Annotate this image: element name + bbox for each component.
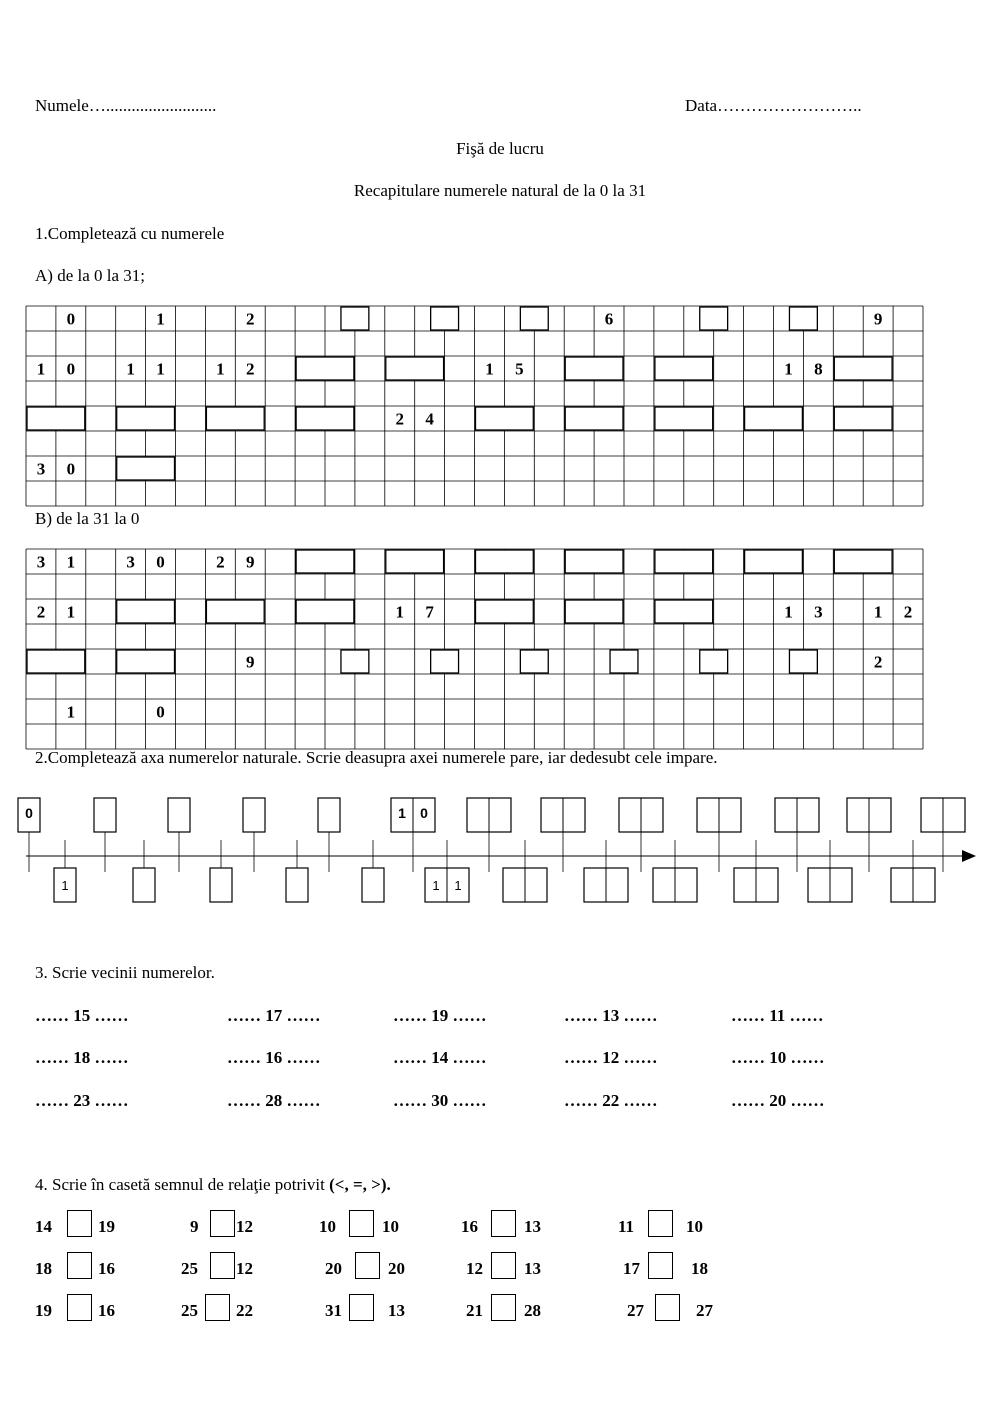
odd-number-digit: 1 (454, 878, 462, 893)
relation-sign-box[interactable] (648, 1252, 673, 1279)
odd-number-digit: 1 (432, 878, 440, 893)
grid-a-digit: 4 (425, 409, 434, 429)
grid-b-answer-box[interactable] (27, 650, 85, 673)
grid-a (0, 305, 1000, 507)
even-number-digit: 0 (25, 805, 33, 821)
grid-a-digit: 9 (873, 309, 883, 329)
relation-sign-box[interactable] (67, 1210, 92, 1237)
neighbor-item[interactable]: …… 11 …… (731, 1006, 824, 1025)
grid-a-digit: 1 (216, 359, 225, 379)
exercise-4-title-signs: (<, =, >). (329, 1175, 391, 1194)
grid-b-digit: 1 (66, 702, 76, 722)
compare-left-number: 25 (181, 1301, 198, 1320)
grid-b-digit: 7 (425, 602, 434, 622)
grid-a-answer-box[interactable] (476, 407, 534, 430)
neighbor-item[interactable]: …… 14 …… (393, 1048, 487, 1067)
compare-right-number: 20 (388, 1259, 405, 1278)
odd-number-digit: 1 (61, 878, 69, 893)
grid-b-digit: 2 (36, 602, 46, 622)
grid-b-answer-box[interactable] (206, 600, 264, 623)
grid-a-digit: 0 (66, 459, 76, 479)
compare-left-number: 27 (627, 1301, 644, 1320)
exercise-1-title: 1.Completează cu numerele (35, 224, 225, 243)
grid-b-digit: 0 (156, 702, 165, 722)
grid-b-digit: 0 (156, 552, 165, 572)
compare-right-number: 13 (524, 1217, 541, 1236)
grid-b-answer-box[interactable] (341, 650, 369, 673)
neighbor-item[interactable]: …… 30 …… (393, 1091, 487, 1110)
grid-a-answer-box[interactable] (206, 407, 264, 430)
neighbor-item[interactable]: …… 18 …… (35, 1048, 129, 1067)
grid-b-answer-box[interactable] (565, 550, 623, 573)
grid-b-answer-box[interactable] (700, 650, 728, 673)
grid-b-digit: 1 (784, 602, 793, 622)
compare-right-number: 13 (524, 1259, 541, 1278)
grid-b-digit: 1 (395, 602, 404, 622)
grid-a-digit: 0 (66, 309, 76, 329)
neighbor-item[interactable]: …… 19 …… (393, 1006, 487, 1025)
compare-right-number: 16 (98, 1301, 115, 1320)
compare-right-number: 12 (236, 1259, 253, 1278)
grid-b-answer-box[interactable] (476, 600, 534, 623)
grid-a-digit: 2 (395, 409, 404, 429)
grid-b-answer-box[interactable] (386, 550, 444, 573)
grid-a-digit: 2 (246, 309, 255, 329)
compare-right-number: 22 (236, 1301, 253, 1320)
compare-right-number: 18 (691, 1259, 708, 1278)
compare-left-number: 9 (190, 1217, 199, 1236)
grid-b-answer-box[interactable] (610, 650, 638, 673)
neighbor-item[interactable]: …… 13 …… (564, 1006, 658, 1025)
grid-a-digit: 2 (246, 359, 255, 379)
grid-a-answer-box[interactable] (700, 307, 728, 330)
grid-b-answer-box[interactable] (834, 550, 892, 573)
grid-b-digit: 1 (66, 602, 76, 622)
relation-sign-box[interactable] (210, 1210, 235, 1237)
relation-sign-box[interactable] (491, 1210, 516, 1237)
grid-a-digit: 6 (604, 309, 614, 329)
number-line (0, 790, 1000, 910)
grid-b (0, 548, 1000, 750)
grid-a-digit: 1 (485, 359, 494, 379)
exercise-4-title-text: 4. Scrie în casetă semnul de relaţie potrivit (35, 1175, 330, 1194)
grid-b-answer-box[interactable] (789, 650, 817, 673)
grid-a-answer-box[interactable] (296, 357, 354, 380)
neighbor-item[interactable]: …… 15 …… (35, 1006, 129, 1025)
neighbor-item[interactable]: …… 22 …… (564, 1091, 658, 1110)
neighbor-item[interactable]: …… 17 …… (227, 1006, 321, 1025)
date-field-label: Data…………………….. (685, 96, 862, 115)
compare-left-number: 14 (35, 1217, 52, 1236)
exercise-1b-label: B) de la 31 la 0 (35, 509, 140, 528)
exercise-3-title: 3. Scrie vecinii numerelor. (35, 963, 215, 982)
even-number-digit: 1 (398, 805, 406, 821)
compare-right-number: 16 (98, 1259, 115, 1278)
relation-sign-box[interactable] (349, 1294, 374, 1321)
compare-left-number: 31 (325, 1301, 342, 1320)
grid-b-answer-box[interactable] (565, 600, 623, 623)
neighbor-item[interactable]: …… 20 …… (731, 1091, 825, 1110)
grid-a-digit: 0 (66, 359, 76, 379)
name-field-label: Numele….......................... (35, 96, 217, 115)
worksheet-title: Fişă de lucru (456, 139, 544, 158)
compare-right-number: 28 (524, 1301, 541, 1320)
grid-b-digit: 2 (216, 552, 225, 572)
compare-left-number: 21 (466, 1301, 483, 1320)
grid-a-answer-box[interactable] (117, 407, 175, 430)
even-number-box[interactable] (318, 798, 340, 832)
grid-a-answer-box[interactable] (565, 407, 623, 430)
grid-b-answer-box[interactable] (117, 600, 175, 623)
compare-right-number: 10 (686, 1217, 703, 1236)
grid-b-digit: 3 (814, 602, 823, 622)
grid-b-answer-box[interactable] (520, 650, 548, 673)
neighbor-item[interactable]: …… 10 …… (731, 1048, 825, 1067)
relation-sign-box[interactable] (67, 1252, 92, 1279)
grid-a-answer-box[interactable] (386, 357, 444, 380)
relation-sign-box[interactable] (67, 1294, 92, 1321)
relation-sign-box[interactable] (491, 1294, 516, 1321)
relation-sign-box[interactable] (648, 1210, 673, 1237)
compare-left-number: 18 (35, 1259, 52, 1278)
grid-b-answer-box[interactable] (296, 600, 354, 623)
relation-sign-box[interactable] (205, 1294, 230, 1321)
even-number-box[interactable] (94, 798, 116, 832)
grid-a-answer-box[interactable] (789, 307, 817, 330)
relation-sign-box[interactable] (349, 1210, 374, 1237)
grid-a-answer-box[interactable] (655, 407, 713, 430)
grid-a-answer-box[interactable] (565, 357, 623, 380)
odd-number-box[interactable] (362, 868, 384, 902)
compare-right-number: 27 (696, 1301, 713, 1320)
compare-left-number: 17 (623, 1259, 640, 1278)
grid-a-answer-box[interactable] (431, 307, 459, 330)
exercise-2-title: 2.Completează axa numerelor naturale. Scrie deasupra axei numerele pare, iar dedesubt cele impare. (35, 748, 718, 767)
grid-b-answer-box[interactable] (296, 550, 354, 573)
compare-left-number: 25 (181, 1259, 198, 1278)
relation-sign-box[interactable] (355, 1252, 380, 1279)
grid-a-digit: 1 (36, 359, 46, 379)
compare-right-number: 12 (236, 1217, 253, 1236)
compare-left-number: 11 (618, 1217, 635, 1236)
grid-a-digit: 8 (814, 359, 823, 379)
grid-b-digit: 2 (903, 602, 913, 622)
grid-b-answer-box[interactable] (655, 550, 713, 573)
axis-arrow-icon (962, 850, 976, 862)
even-number-box[interactable] (243, 798, 265, 832)
grid-a-digit: 1 (156, 359, 165, 379)
relation-sign-box[interactable] (655, 1294, 680, 1321)
relation-sign-box[interactable] (491, 1252, 516, 1279)
grid-a-digit: 5 (515, 359, 524, 379)
grid-b-digit: 3 (126, 552, 135, 572)
worksheet-subtitle: Recapitulare numerele natural de la 0 la 31 (353, 181, 647, 200)
even-number-box[interactable] (168, 798, 190, 832)
grid-b-digit: 3 (36, 552, 46, 572)
odd-number-box[interactable] (133, 868, 155, 902)
grid-b-digit: 9 (246, 552, 255, 572)
grid-b-answer-box[interactable] (431, 650, 459, 673)
even-number-digit: 0 (420, 805, 428, 821)
compare-left-number: 12 (466, 1259, 483, 1278)
grid-a-answer-box[interactable] (27, 407, 85, 430)
compare-right-number: 13 (388, 1301, 405, 1320)
grid-b-answer-box[interactable] (117, 650, 175, 673)
neighbor-item[interactable]: …… 16 …… (227, 1048, 321, 1067)
grid-b-digit: 2 (873, 652, 883, 672)
grid-b-digit: 1 (66, 552, 76, 572)
compare-right-number: 19 (98, 1217, 115, 1236)
compare-left-number: 16 (461, 1217, 478, 1236)
grid-b-answer-box[interactable] (476, 550, 534, 573)
grid-b-digit: 9 (246, 652, 255, 672)
exercise-1a-label: A) de la 0 la 31; (35, 266, 145, 285)
neighbor-item[interactable]: …… 23 …… (35, 1091, 129, 1110)
odd-number-box[interactable] (286, 868, 308, 902)
grid-b-answer-box[interactable] (655, 600, 713, 623)
compare-left-number: 10 (319, 1217, 336, 1236)
grid-a-answer-box[interactable] (834, 357, 892, 380)
neighbor-item[interactable]: …… 28 …… (227, 1091, 321, 1110)
grid-b-digit: 1 (873, 602, 883, 622)
compare-right-number: 10 (382, 1217, 399, 1236)
grid-a-answer-box[interactable] (117, 457, 175, 480)
grid-a-digit: 1 (126, 359, 135, 379)
grid-a-answer-box[interactable] (296, 407, 354, 430)
grid-a-answer-box[interactable] (520, 307, 548, 330)
grid-a-answer-box[interactable] (745, 407, 803, 430)
grid-a-digit: 1 (784, 359, 793, 379)
odd-number-box[interactable] (210, 868, 232, 902)
relation-sign-box[interactable] (210, 1252, 235, 1279)
grid-a-digit: 1 (156, 309, 165, 329)
neighbor-item[interactable]: …… 12 …… (564, 1048, 658, 1067)
grid-a-digit: 3 (36, 459, 46, 479)
grid-a-answer-box[interactable] (834, 407, 892, 430)
grid-b-answer-box[interactable] (745, 550, 803, 573)
exercise-4-title (35, 1175, 391, 1195)
grid-a-answer-box[interactable] (655, 357, 713, 380)
grid-a-answer-box[interactable] (341, 307, 369, 330)
compare-left-number: 20 (325, 1259, 342, 1278)
compare-left-number: 19 (35, 1301, 52, 1320)
